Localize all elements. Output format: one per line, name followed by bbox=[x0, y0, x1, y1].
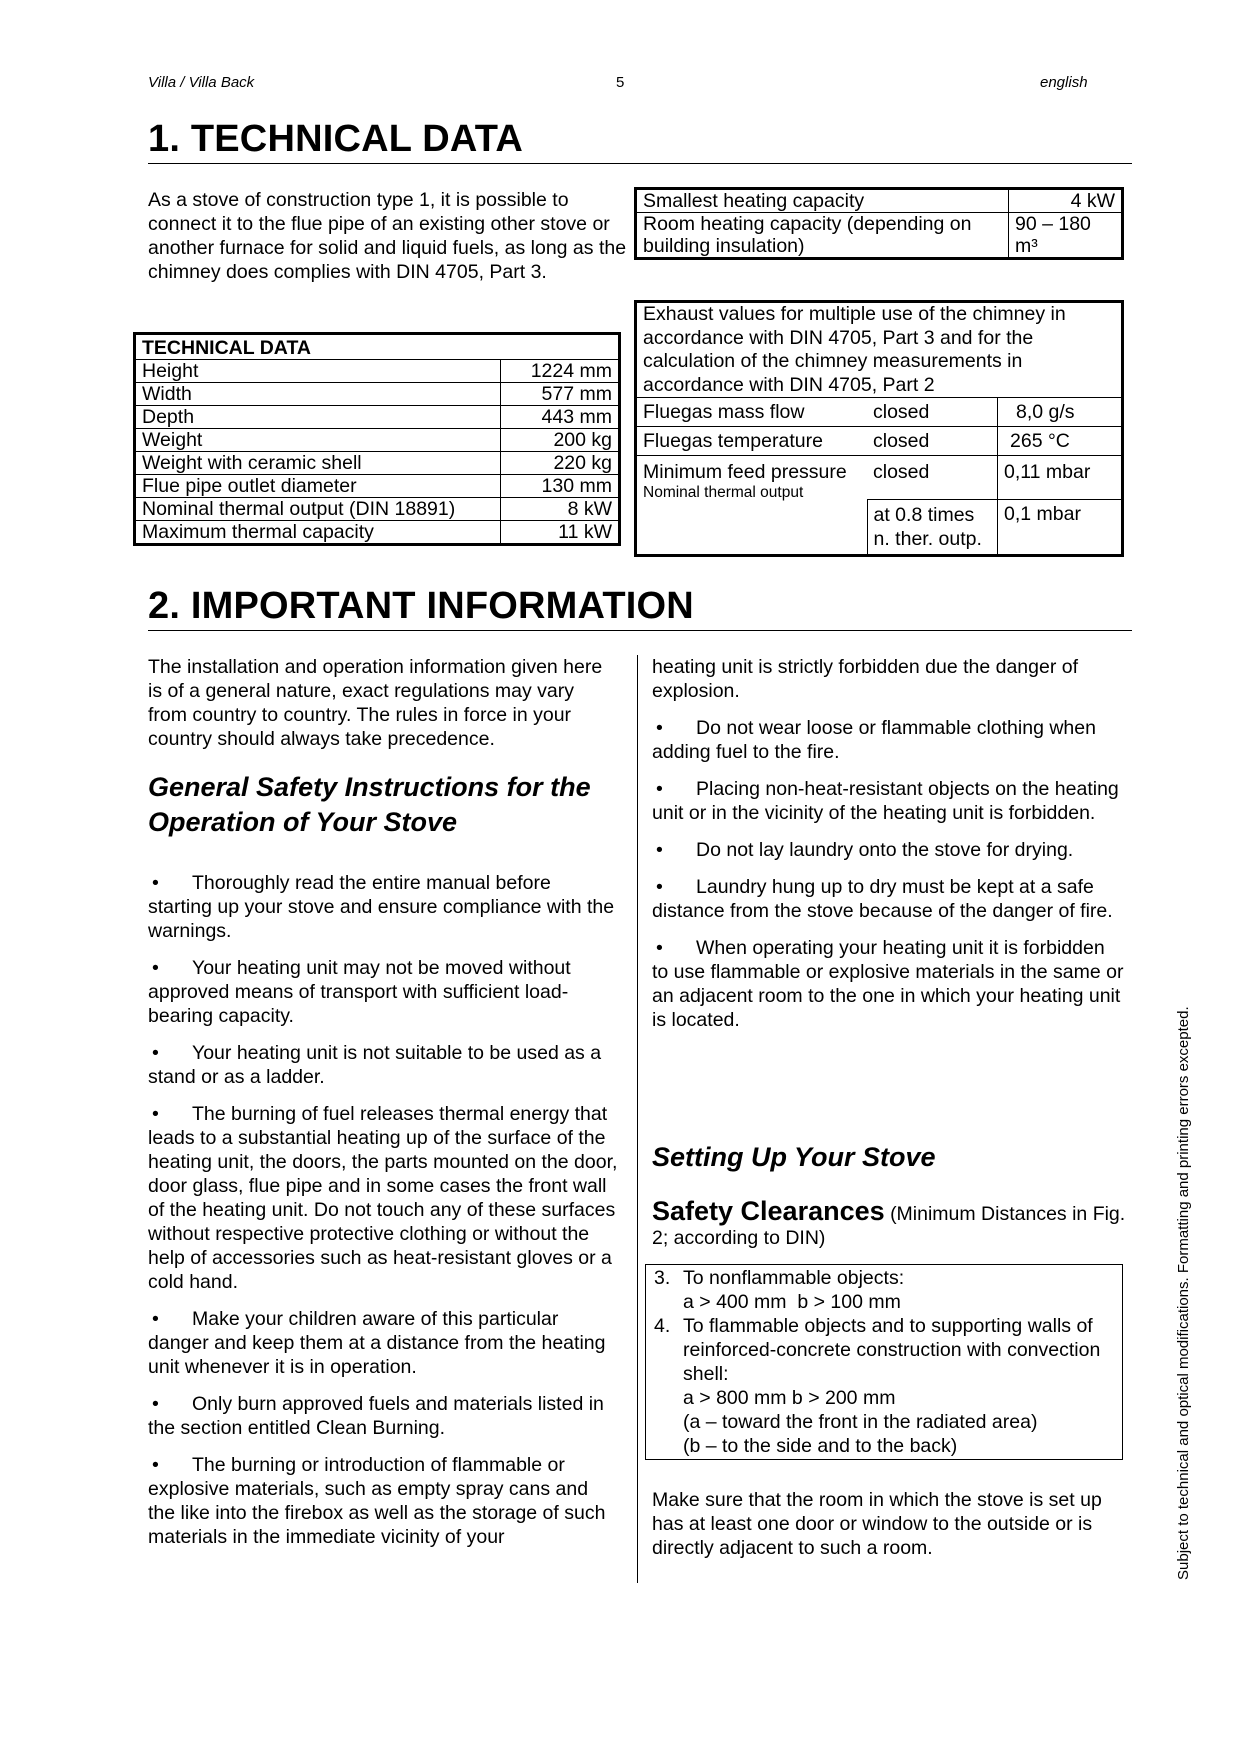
clearances-note: (Minimum Distances in Fig. 2; according to DIN) bbox=[652, 1203, 1126, 1249]
left-column bbox=[148, 655, 618, 1562]
safety-instructions-heading: General Safety Instructions for the Operation of Your Stove bbox=[148, 772, 591, 837]
table-row: Weight 200 kg bbox=[135, 429, 620, 452]
min-feed-pressure-label: Minimum feed pressure bbox=[643, 461, 847, 483]
section-1-intro: As a stove of construction type 1, it is possible to connect it to the flue pipe of an existing other stove or another furnace for solid and liquid fuels, as long as the chimney does complies with DIN 4705, Part 3. bbox=[148, 189, 627, 283]
table-row: Height 1224 mm bbox=[135, 360, 620, 383]
list-item: • Do not lay laundry onto the stove for drying. bbox=[656, 839, 1074, 861]
technical-data-table bbox=[133, 332, 621, 546]
column-divider bbox=[637, 655, 638, 1583]
table-row: Flue pipe outlet diameter 130 mm bbox=[135, 475, 620, 498]
table-row: Width 577 mm bbox=[135, 383, 620, 406]
min-feed-pressure-sublabel: Nominal thermal output bbox=[643, 484, 804, 501]
setup-heading: Setting Up Your Stove bbox=[652, 1142, 936, 1172]
section-2-title: 2. IMPORTANT INFORMATION bbox=[148, 585, 694, 627]
clearances-block bbox=[652, 1196, 1132, 1250]
section-1-rule bbox=[148, 163, 1132, 164]
table-row: Smallest heating capacity 4 kW bbox=[636, 189, 1123, 213]
header-language: english bbox=[1040, 74, 1088, 91]
header-doc-title: Villa / Villa Back bbox=[148, 74, 255, 91]
list-item: 4. To flammable objects and to supporting walls of reinforced-concrete construction with convection shell: a > 800 mm b > 200 mm (a – toward the front in the radiated area) (b – to the side and to the back) bbox=[654, 1315, 1101, 1457]
list-item: • The burning of fuel releases thermal energy that leads to a substantial heating up of the surface of the heating unit, the doors, the parts mounted on the door, door glass, flue pipe and in some cases the front wall of the heating unit. Do not touch any of these surfaces without respective protective clothing or without the help of accessories such as heat-resistant gloves or a cold hand. bbox=[148, 1103, 618, 1293]
table-row: Fluegas mass flow closed 8,0 g/s bbox=[636, 398, 1123, 427]
capacity-table bbox=[634, 187, 1124, 260]
list-item: • Your heating unit is not suitable to be used as a stand or as a ladder. bbox=[148, 1042, 602, 1088]
clearances-heading: Safety Clearances bbox=[652, 1196, 885, 1226]
exhaust-intro: Exhaust values for multiple use of the chimney in accordance with DIN 4705, Part 3 and for the calculation of the chimney measurements in accordance with DIN 4705, Part 2 bbox=[636, 302, 1123, 398]
section-2-intro: The installation and operation information given here is of a general nature, exact regulations may vary from country to country. The rules in force in your country should always take precedence. bbox=[148, 656, 603, 750]
section-2-rule bbox=[148, 630, 1132, 631]
room-note: Make sure that the room in which the stove is set up has at least one door or window to the outside or is directly adjacent to such a room. bbox=[652, 1489, 1102, 1559]
table-row: Nominal thermal output (DIN 18891) 8 kW bbox=[135, 498, 620, 521]
table-row: Maximum thermal capacity 11 kW bbox=[135, 521, 620, 545]
table-row: Fluegas temperature closed 265 °C bbox=[636, 427, 1123, 456]
table-row: Room heating capacity (depending on building insulation) 90 – 180 m³ bbox=[636, 213, 1123, 259]
table-row: at 0.8 times n. ther. outp. 0,1 mbar bbox=[636, 500, 1123, 556]
list-item: • Laundry hung up to dry must be kept at a safe distance from the stove because of the danger of fire. bbox=[652, 876, 1113, 922]
list-item: • Placing non-heat-resistant objects on the heating unit or in the vicinity of the heating unit is forbidden. bbox=[652, 778, 1119, 824]
continuation-text: heating unit is strictly forbidden due the danger of explosion. bbox=[652, 656, 1079, 702]
technical-data-heading: TECHNICAL DATA bbox=[135, 334, 620, 360]
exhaust-values-table bbox=[634, 300, 1124, 557]
list-item: • Only burn approved fuels and materials listed in the section entitled Clean Burning. bbox=[148, 1393, 604, 1439]
right-column bbox=[652, 655, 1124, 1045]
list-item: • When operating your heating unit it is forbidden to use flammable or explosive materials in the same or an adjacent room to the one in which your heating unit is located. bbox=[652, 937, 1124, 1031]
list-item: 3. To nonflammable objects: a > 400 mm b > 100 mm bbox=[654, 1267, 905, 1313]
header-page-number: 5 bbox=[616, 74, 625, 91]
list-item: • Do not wear loose or flammable clothing when adding fuel to the fire. bbox=[652, 717, 1096, 763]
list-item: • Thoroughly read the entire manual before starting up your stove and ensure compliance with the warnings. bbox=[148, 872, 615, 942]
table-row: Weight with ceramic shell 220 kg bbox=[135, 452, 620, 475]
list-item: • Your heating unit may not be moved without approved means of transport with sufficient load-bearing capacity. bbox=[148, 957, 571, 1027]
list-item: • Make your children aware of this particular danger and keep them at a distance from the heating unit whenever it is in operation. bbox=[148, 1308, 606, 1378]
list-item: • The burning or introduction of flammable or explosive materials, such as empty spray cans and the like into the firebox as well as the storage of such materials in the immediate vicinity of your bbox=[148, 1454, 606, 1548]
table-row: Depth 443 mm bbox=[135, 406, 620, 429]
table-row: Minimum feed pressure Nominal thermal output closed 0,11 mbar bbox=[636, 456, 1123, 500]
section-1-title: 1. TECHNICAL DATA bbox=[148, 118, 523, 160]
side-disclaimer: Subject to technical and optical modifications. Formatting and printing errors excepted. bbox=[1175, 1006, 1192, 1580]
clearances-box bbox=[645, 1264, 1123, 1460]
